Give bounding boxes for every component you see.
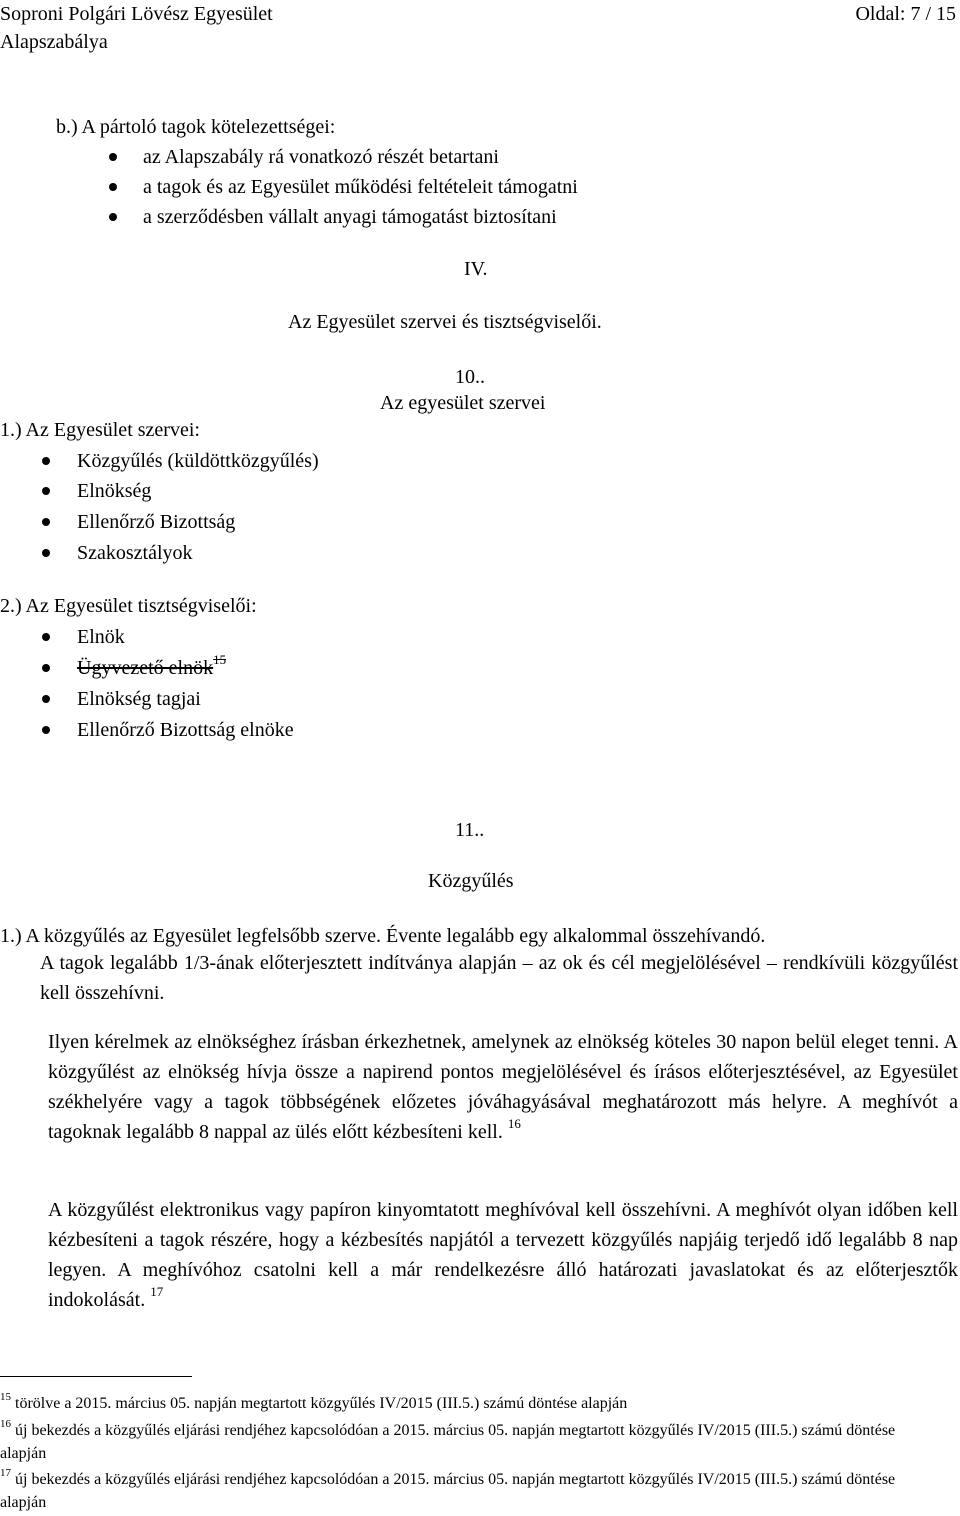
- bullet-icon: [42, 726, 50, 734]
- chapter-title: Az Egyesület szervei és tisztségviselői.: [288, 311, 602, 333]
- list-item: Ellenőrző Bizottság: [77, 511, 236, 533]
- struck-text: Ügyvezető elnök: [77, 657, 214, 679]
- list-item: Elnökség tagjai: [77, 688, 201, 710]
- list-item: Ellenőrző Bizottság elnöke: [77, 719, 294, 741]
- list-item: Szakosztályok: [77, 542, 193, 564]
- footnote-text: új bekezdés a közgyűlés eljárási rendjéhez kapcsolódóan a 2015. március 05. napján megtartott közgyűlés IV/2015 (III.5.) számú döntése alapján: [0, 1471, 896, 1511]
- organs-heading: 1.) Az Egyesület szervei:: [0, 419, 200, 441]
- list-item-struck: [77, 653, 226, 683]
- list-item: Elnök: [77, 626, 125, 648]
- body-paragraph-3: [48, 1195, 958, 1315]
- footnote: [0, 1468, 900, 1514]
- bullet-icon: [109, 213, 117, 221]
- bullet-icon: [42, 664, 50, 672]
- bullet-icon: [42, 549, 50, 557]
- footnote-text: törölve a 2015. március 05. napján megtartott közgyűlés IV/2015 (III.5.) számú döntése alapján: [15, 1395, 628, 1412]
- footnote-ref: 16: [507, 1116, 521, 1132]
- bullet-icon: [109, 183, 117, 191]
- list-item: a szerződésben vállalt anyagi támogatást biztosítani: [143, 206, 557, 228]
- bullet-icon: [42, 695, 50, 703]
- header-org: Soproni Polgári Lövész Egyesület: [0, 3, 273, 25]
- body-paragraph-1: A tagok legalább 1/3-ának előterjesztett indítványa alapján – az ok és cél megjelölésével – rendkívüli közgyűlést kell összehívni.: [40, 952, 958, 1004]
- footnote-ref: 17: [150, 1284, 164, 1300]
- paragraph-10-number: 10..: [455, 366, 485, 388]
- footnote-ref: 15: [213, 652, 227, 668]
- footnote-number: 16: [0, 1417, 11, 1430]
- body-paragraph-2: [48, 1027, 958, 1147]
- body-line-1: 1.) A közgyűlés az Egyesület legfelsőbb szerve. Évente legalább egy alkalommal összehívandó.: [0, 925, 766, 947]
- footnote-text: új bekezdés a közgyűlés eljárási rendjéhez kapcsolódóan a 2015. március 05. napján megtartott közgyűlés IV/2015 (III.5.) számú döntése alapján: [0, 1422, 896, 1462]
- footnote-separator: [0, 1376, 192, 1377]
- footnote-number: 17: [0, 1466, 11, 1479]
- bullet-icon: [42, 487, 50, 495]
- bullet-icon: [42, 518, 50, 526]
- bullet-icon: [42, 457, 50, 465]
- section-b-heading: b.) A pártoló tagok kötelezettségei:: [56, 116, 336, 138]
- officers-heading: 2.) Az Egyesület tisztségviselői:: [0, 595, 257, 617]
- list-item: Elnökség: [77, 480, 152, 502]
- header-doc-title: Alapszabálya: [0, 31, 108, 53]
- paragraph-11-title: Közgyűlés: [428, 870, 514, 892]
- bullet-icon: [42, 633, 50, 641]
- page-number: Oldal: 7 / 15: [855, 3, 956, 25]
- footnote: [0, 1419, 900, 1465]
- footnote-number: 15: [0, 1390, 11, 1403]
- list-item: Közgyűlés (küldöttközgyűlés): [77, 450, 319, 472]
- list-item: a tagok és az Egyesület működési feltételeit támogatni: [143, 176, 578, 198]
- bullet-icon: [109, 153, 117, 161]
- list-item: az Alapszabály rá vonatkozó részét betartani: [143, 146, 499, 168]
- paragraph-10-title: Az egyesület szervei: [380, 392, 546, 414]
- paragraph-11-number: 11..: [455, 819, 485, 841]
- chapter-number: IV.: [464, 258, 488, 280]
- footnote: [0, 1392, 900, 1415]
- paragraph-text: A közgyűlést elektronikus vagy papíron kinyomtatott meghívóval kell összehívni. A meghívót olyan időben kell kézbesíteni a tagok részére, hogy a kézbesítés napjától a tervezett közgyűlés napjáig terjedő idő legalább 8 nap legyen. A meghívóhoz csatolni kell a már rendelkezésre álló határozati javaslatokat és az előterjesztők indokolását.: [48, 1199, 958, 1311]
- paragraph-text: Ilyen kérelmek az elnökséghez írásban érkezhetnek, amelynek az elnökség köteles 30 napon belül eleget tenni. A közgyűlést az elnökség hívja össze a napirend pontos megjelölésével és írásos előterjesztésével, az Egyesület székhelyére vagy a tagok többségének előzetes jóváhagyásával meghatározott más helyre. A meghívót a tagoknak legalább 8 nappal az ülés előtt kézbesíteni kell.: [48, 1031, 958, 1143]
